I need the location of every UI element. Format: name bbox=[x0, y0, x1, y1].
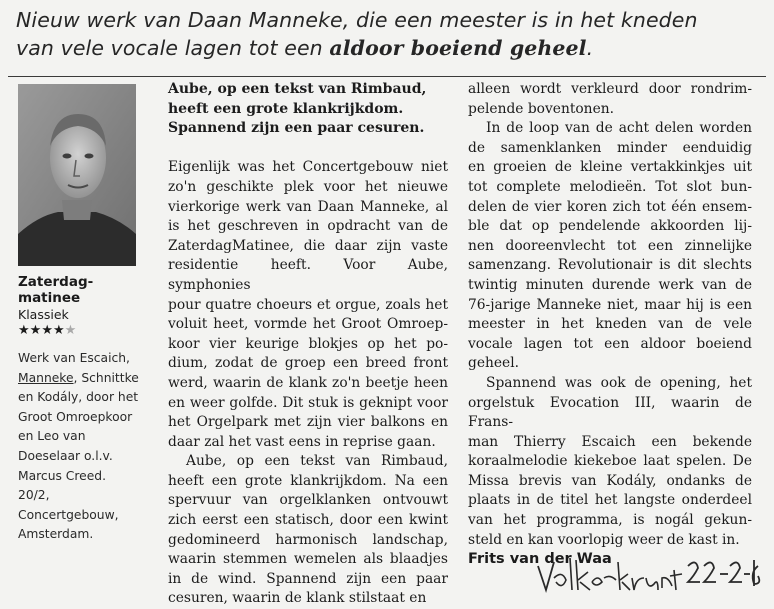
article-line: vocale lagen tot een aldoor boeiend bbox=[468, 335, 752, 352]
star-icon: ★ bbox=[29, 323, 42, 338]
concert-info bbox=[18, 349, 146, 545]
article-line: daar zal het vast eens in reprise gaan. bbox=[168, 433, 436, 450]
star-icon: ★ bbox=[41, 323, 53, 338]
article-line: het Orgelpark met zijn vier balkons en bbox=[168, 414, 448, 431]
article-line: en weer golfde. Dit stuk is geknipt voor bbox=[168, 394, 448, 411]
sidebar bbox=[18, 84, 146, 545]
article-line: voluit heet, vormde het Groot Omroep- bbox=[168, 316, 448, 333]
article-intro bbox=[168, 80, 448, 139]
article-line: cesuren, waarin de klank stilstaat en bbox=[168, 590, 427, 607]
article-line: twintig minuten durende werk van de bbox=[468, 276, 752, 293]
article-line: nen dooreenvlecht tot een zinnelijke bbox=[468, 237, 752, 254]
article-line: meester in het kneden van de vele bbox=[468, 316, 752, 333]
article-line: Missa brevis van Kodály, ondanks de bbox=[468, 472, 752, 489]
rubric-title-line1: Zaterdag- bbox=[18, 274, 94, 290]
info-underlined: Manneke bbox=[18, 370, 74, 385]
portrait-illustration bbox=[18, 84, 136, 266]
article-line: ble dat op pendelende akkoorden lij- bbox=[468, 218, 752, 235]
article-line: werd, waarin de klank zo'n beetje heen bbox=[168, 374, 448, 391]
rating-stars bbox=[18, 323, 146, 339]
article-line: tot complete melodieën. Tot slot bun- bbox=[468, 178, 752, 195]
info-line: Amsterdam. bbox=[18, 527, 94, 542]
article-line: delen de vier koren zich tot één ensem- bbox=[468, 198, 752, 215]
article-line: steld en kan voorlopig weer de kast in. bbox=[468, 531, 740, 548]
article-line: man Thierry Escaich een bekende bbox=[468, 433, 752, 450]
article-line: Spannend was ook de opening, het bbox=[486, 374, 752, 391]
rubric-title bbox=[18, 274, 146, 306]
article-line: vierkorige werk van Daan Manneke, al bbox=[168, 198, 448, 215]
article-line: koraalmelodie kiekeboe laat spelen. De bbox=[468, 453, 752, 470]
signature-scribble bbox=[532, 548, 762, 598]
article-line: residentie heeft. Voor Aube, symphonies bbox=[168, 257, 448, 293]
article-column-right bbox=[468, 80, 752, 570]
article-line: dium, zodat de groep een breed front bbox=[168, 355, 448, 372]
article-line: alleen wordt verkleurd door rondrim- bbox=[468, 81, 752, 97]
article-line: Eigenlijk was het Concertgebouw niet bbox=[168, 159, 448, 176]
article-line: plaats in de titel het langste onderdeel bbox=[468, 492, 752, 509]
star-icon: ★ bbox=[18, 323, 30, 338]
article-line: samenzang. Revolutionair is dit slechts bbox=[468, 257, 752, 274]
article-line: gedomineerd harmonisch landschap, bbox=[168, 531, 448, 548]
article-line: Aube, op een tekst van Rimbaud, bbox=[186, 453, 448, 470]
info-line: en Kodály, door het bbox=[18, 390, 139, 405]
intro-line: Aube, op een tekst van Rimbaud, bbox=[168, 81, 427, 97]
article-line: In de loop van de acht delen worden bbox=[486, 120, 752, 137]
info-line: 20/2, bbox=[18, 488, 50, 503]
headline bbox=[16, 6, 766, 62]
article-line: pelende boventonen. bbox=[468, 100, 614, 117]
info-line: Groot Omroepkoor bbox=[18, 409, 133, 424]
star-icon: ★ bbox=[64, 323, 77, 338]
article-line: de samenklanken minder eenduidig bbox=[468, 139, 752, 156]
article-line: heeft een grote klankrijkdom. Na een bbox=[168, 472, 448, 489]
article-line: 76-jarige Manneke niet, maar hij is een bbox=[468, 296, 752, 313]
headline-part1: Nieuw werk van Daan Manneke, die een meester is in het kneden bbox=[16, 8, 698, 32]
article-line: in de wind. Spannend zijn een paar bbox=[168, 570, 448, 587]
handwritten-signature bbox=[532, 548, 762, 598]
article-line: zo'n geschikte plek voor het nieuwe bbox=[168, 178, 448, 195]
intro-line: heeft een grote klankrijkdom. bbox=[168, 100, 404, 117]
info-line: Concertgebouw, bbox=[18, 507, 119, 522]
info-line: Marcus Creed. bbox=[18, 468, 107, 483]
headline-part2: van vele vocale lagen tot een bbox=[16, 36, 330, 60]
info-line: Manneke, Schnittke bbox=[18, 370, 139, 385]
article-line: spervuur van orgelklanken ontvouwt bbox=[168, 492, 448, 509]
article-line: zich eerst een statisch, door een kwint bbox=[168, 512, 448, 529]
headline-end: . bbox=[586, 36, 594, 60]
divider-rule bbox=[8, 76, 766, 77]
intro-line: Spannend zijn een paar cesuren. bbox=[168, 120, 425, 137]
rubric-title-line2: matinee bbox=[18, 290, 81, 306]
info-line: Werk van Escaich, bbox=[18, 351, 130, 365]
article-line: ZaterdagMatinee, die daar zijn vaste bbox=[168, 237, 448, 254]
genre-label: Klassiek bbox=[18, 307, 69, 322]
article-line: geheel. bbox=[468, 355, 520, 372]
article-line: van het programma, is nogál gekun- bbox=[468, 512, 752, 529]
article-line: koor vier keurige blokjes op het po- bbox=[168, 335, 448, 352]
star-icon: ★ bbox=[52, 323, 65, 338]
article-line: waarin stemmen wemelen als blaadjes bbox=[168, 551, 448, 568]
headline-bold: aldoor boeiend geheel bbox=[329, 36, 587, 60]
article-line: pour quatre choeurs et orgue, zoals het bbox=[168, 296, 448, 313]
info-line: en Leo van bbox=[18, 429, 86, 444]
article-line: is het geschreven in opdracht van de bbox=[168, 218, 448, 235]
info-line: Doeselaar o.l.v. bbox=[18, 448, 113, 463]
article-line: en groeien de kleine vertakkinkjes uit bbox=[468, 159, 752, 176]
composer-photo bbox=[18, 84, 136, 266]
article-line: orgelstuk Evocation III, waarin de Frans- bbox=[468, 394, 752, 431]
article-column-middle bbox=[168, 80, 448, 609]
author-byline: Frits van der Waa bbox=[468, 551, 612, 568]
